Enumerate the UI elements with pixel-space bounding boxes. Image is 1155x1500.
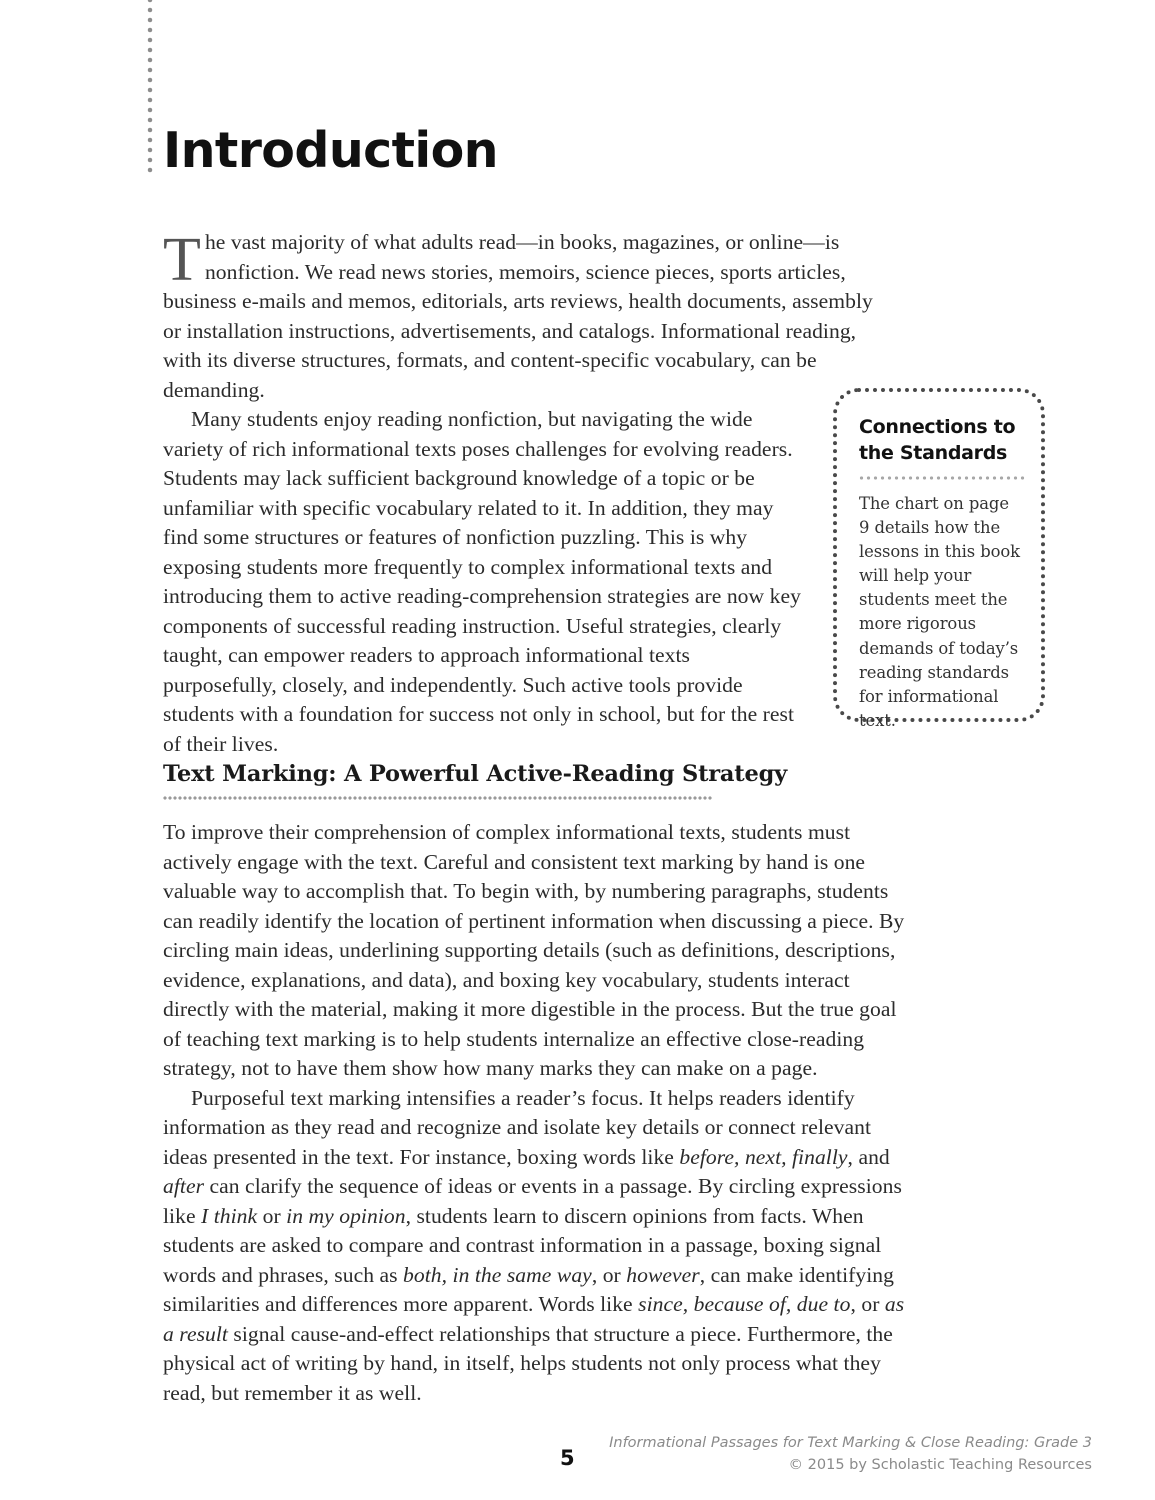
section-text-column [163, 818, 915, 1408]
intro-text-column [163, 228, 913, 759]
sp2-e: , students learn to discern opinions from facts. When students are asked to compare and contrast information in a passage, boxing signal words and phrases, such as [163, 1203, 882, 1287]
sp2-a: Purposeful text marking intensifies a reader’s focus. It helps readers identify information as they read and recognize and isolate key details or connect relevant ideas presented in the text. For instance, boxing words like [163, 1085, 872, 1169]
drop-cap-letter: T [163, 226, 201, 294]
callout-title-line-2: the Standards [859, 442, 1008, 464]
footer-credit-title: Informational Passages for Text Marking & Close Reading: Grade 3 [609, 1435, 1092, 1451]
intro-paragraph-2: Many students enjoy reading nonfiction, but navigating the wide variety of rich informational texts poses challenges for evolving readers. Students may lack sufficient background knowledge of a topic or be unfamiliar with specific vocabulary related to it. In addition, they may find some structures or features of nonfiction puzzling. This is why exposing students more frequently to complex informational texts and introducing them to active reading-comprehension strategies are now key components of successful reading instruction. Useful strategies, clearly taught, can empower readers to approach informational texts purposefully, closely, and independently. Such active tools provide students with a foundation for success not only in school, but for the rest of their lives. [163, 407, 801, 756]
sp2-em-both-in-the-same-way: both, in the same way [403, 1262, 592, 1287]
sp2-em-in-my-opinion: in my opinion [286, 1203, 406, 1228]
sp2-em-since-because-of-due-to: since, because of, due to [638, 1292, 851, 1316]
section-heading: Text Marking: A Powerful Active-Reading Strategy [163, 761, 788, 787]
section-paragraph-2 [163, 1084, 915, 1409]
sp2-i: signal cause-and-effect relationships that structure a piece. Furthermore, the physical act of writing by hand, in itself, helps students not only process what they read, but remember it as well. [163, 1321, 893, 1405]
sp2-em-however: however [626, 1262, 700, 1287]
sp2-em-as-a-result: as a result [163, 1292, 905, 1346]
callout-body-text: The chart on page 9 details how the lessons in this book will help your students meet the more rigorous demands of today’s reading standards for informational text. [859, 494, 1020, 730]
sp2-f: , or [591, 1262, 627, 1287]
sp2-d: or [257, 1203, 287, 1228]
sp2-em-before-next-finally: before, next, finally [679, 1144, 848, 1169]
intro-paragraph-1 [163, 228, 881, 405]
callout-dotted-divider [859, 476, 1027, 480]
sp2-g: , can make identifying similarities and differences more apparent. Words like [163, 1262, 894, 1316]
sp2-b: , and [847, 1144, 890, 1169]
page-number: 5 [560, 1446, 575, 1470]
connections-to-standards-callout [833, 388, 1045, 730]
callout-title [859, 414, 1023, 466]
sp2-em-after: after [163, 1174, 205, 1198]
section-heading-block [163, 761, 913, 800]
sp2-c: can clarify the sequence of ideas or events in a passage. By circling expressions like [163, 1174, 902, 1228]
sp2-em-i-think: I think [201, 1203, 258, 1228]
section-paragraph-1: To improve their comprehension of complex informational texts, students must actively engage with the text. Careful and consistent text marking by hand is one valuable way to accomplish that. To begin with, by numbering paragraphs, students can readily identify the location of pertinent information when discussing a piece. By circling main ideas, underlining supporting details (such as definitions, descriptions, evidence, explanations, and data), and boxing key vocabulary, students interact directly with the material, making it more digestible in the process. But the true goal of teaching text marking is to help students internalize an effective close-reading strategy, not to have them show how many marks they can make on a page. [163, 820, 905, 1080]
footer-credit [609, 1432, 1092, 1476]
callout-title-line-1: Connections to [859, 416, 1016, 438]
footer-credit-copyright: © 2015 by Scholastic Teaching Resources [788, 1457, 1092, 1473]
sp2-h: , or [850, 1292, 885, 1316]
page-title: Introduction [163, 122, 498, 179]
left-margin-dotted-rule [146, 0, 154, 174]
section-dotted-divider [163, 796, 713, 800]
intro-paragraph-1-text: he vast majority of what adults read—in books, magazines, or online—is nonfiction. We read news stories, memoirs, science pieces, sports articles, business e-mails and memos, editorials, arts reviews, health documents, assembly or installation instructions, advertisements, and catalogs. Informational reading, with its diverse structures, formats, and content-specific vocabulary, can be demanding. [163, 230, 873, 402]
